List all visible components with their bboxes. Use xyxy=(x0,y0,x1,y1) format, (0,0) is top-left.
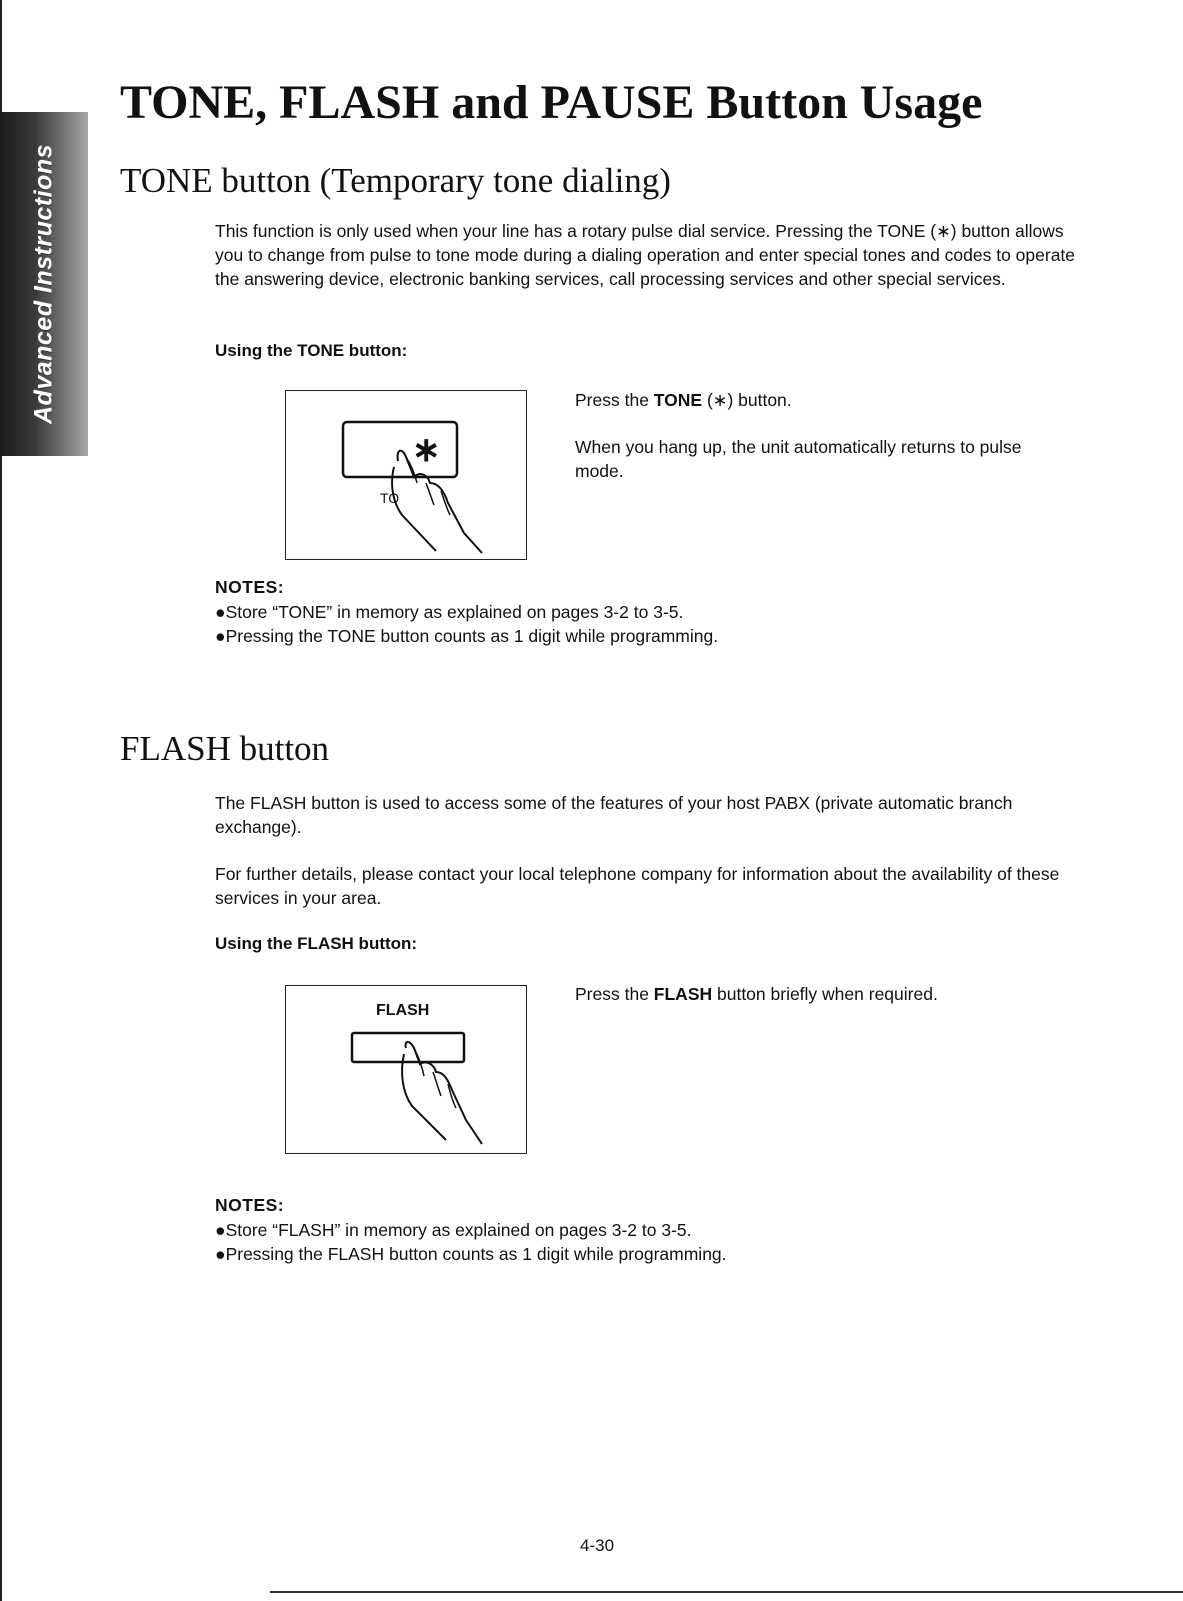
tone-button-illustration xyxy=(285,390,527,560)
flash-instruction xyxy=(575,982,1055,1006)
tone-instruction-post: (∗) button. xyxy=(702,390,792,410)
flash-instruction-key: FLASH xyxy=(653,984,713,1004)
side-tab-label: Advanced Instructions xyxy=(29,144,58,424)
tone-section-heading: TONE button (Temporary tone dialing) xyxy=(120,161,671,200)
flash-notes-heading: NOTES: xyxy=(215,1195,285,1215)
tone-instruction xyxy=(575,388,1055,412)
tone-description: This function is only used when your line has a rotary pulse dial service. Pressing the TONE (∗) button allows you to change from pulse to tone mode during a dialing operation and enter special tones and codes to operate the answering device, electronic banking services, call processing services and other special services. xyxy=(215,221,1076,289)
flash-using-heading: Using the FLASH button: xyxy=(215,934,418,953)
page-number: 4-30 xyxy=(580,1536,615,1555)
flash-instruction-pre: Press the xyxy=(575,984,654,1004)
tone-key-press-icon xyxy=(286,391,526,559)
flash-key-label: FLASH xyxy=(376,1002,430,1019)
tone-note-item: ●Pressing the TONE button counts as 1 digit while programming. xyxy=(215,626,719,646)
page-title: TONE, FLASH and PAUSE Button Usage xyxy=(120,76,983,129)
tone-note-item: ●Store “TONE” in memory as explained on pages 3-2 to 3-5. xyxy=(215,602,684,622)
tone-instruction-pre: Press the xyxy=(575,390,654,410)
tone-key-label: TO xyxy=(380,490,400,506)
flash-description: The FLASH button is used to access some of the features of your host PABX (private automatic branch exchange). xyxy=(215,793,1013,837)
flash-instruction-post: button briefly when required. xyxy=(712,984,938,1004)
flash-button-illustration xyxy=(285,985,527,1154)
tone-notes-heading: NOTES: xyxy=(215,577,285,597)
flash-contact-info: For further details, please contact your local telephone company for information about the availability of these services in your area. xyxy=(215,864,1060,908)
flash-section-heading: FLASH button xyxy=(120,729,330,768)
flash-note-item: ●Store “FLASH” in memory as explained on pages 3-2 to 3-5. xyxy=(215,1220,692,1240)
section-side-tab xyxy=(0,112,88,456)
tone-instruction-key: TONE xyxy=(653,390,703,410)
page-edge-bottom xyxy=(270,1591,1183,1593)
flash-note-item: ●Pressing the FLASH button counts as 1 digit while programming. xyxy=(215,1244,727,1264)
tone-key-symbol: ∗ xyxy=(412,431,441,469)
flash-key-press-icon xyxy=(286,986,526,1153)
tone-using-heading: Using the TONE button: xyxy=(215,341,408,360)
tone-instruction-hangup: When you hang up, the unit automatically returns to pulse mode. xyxy=(575,437,1022,481)
